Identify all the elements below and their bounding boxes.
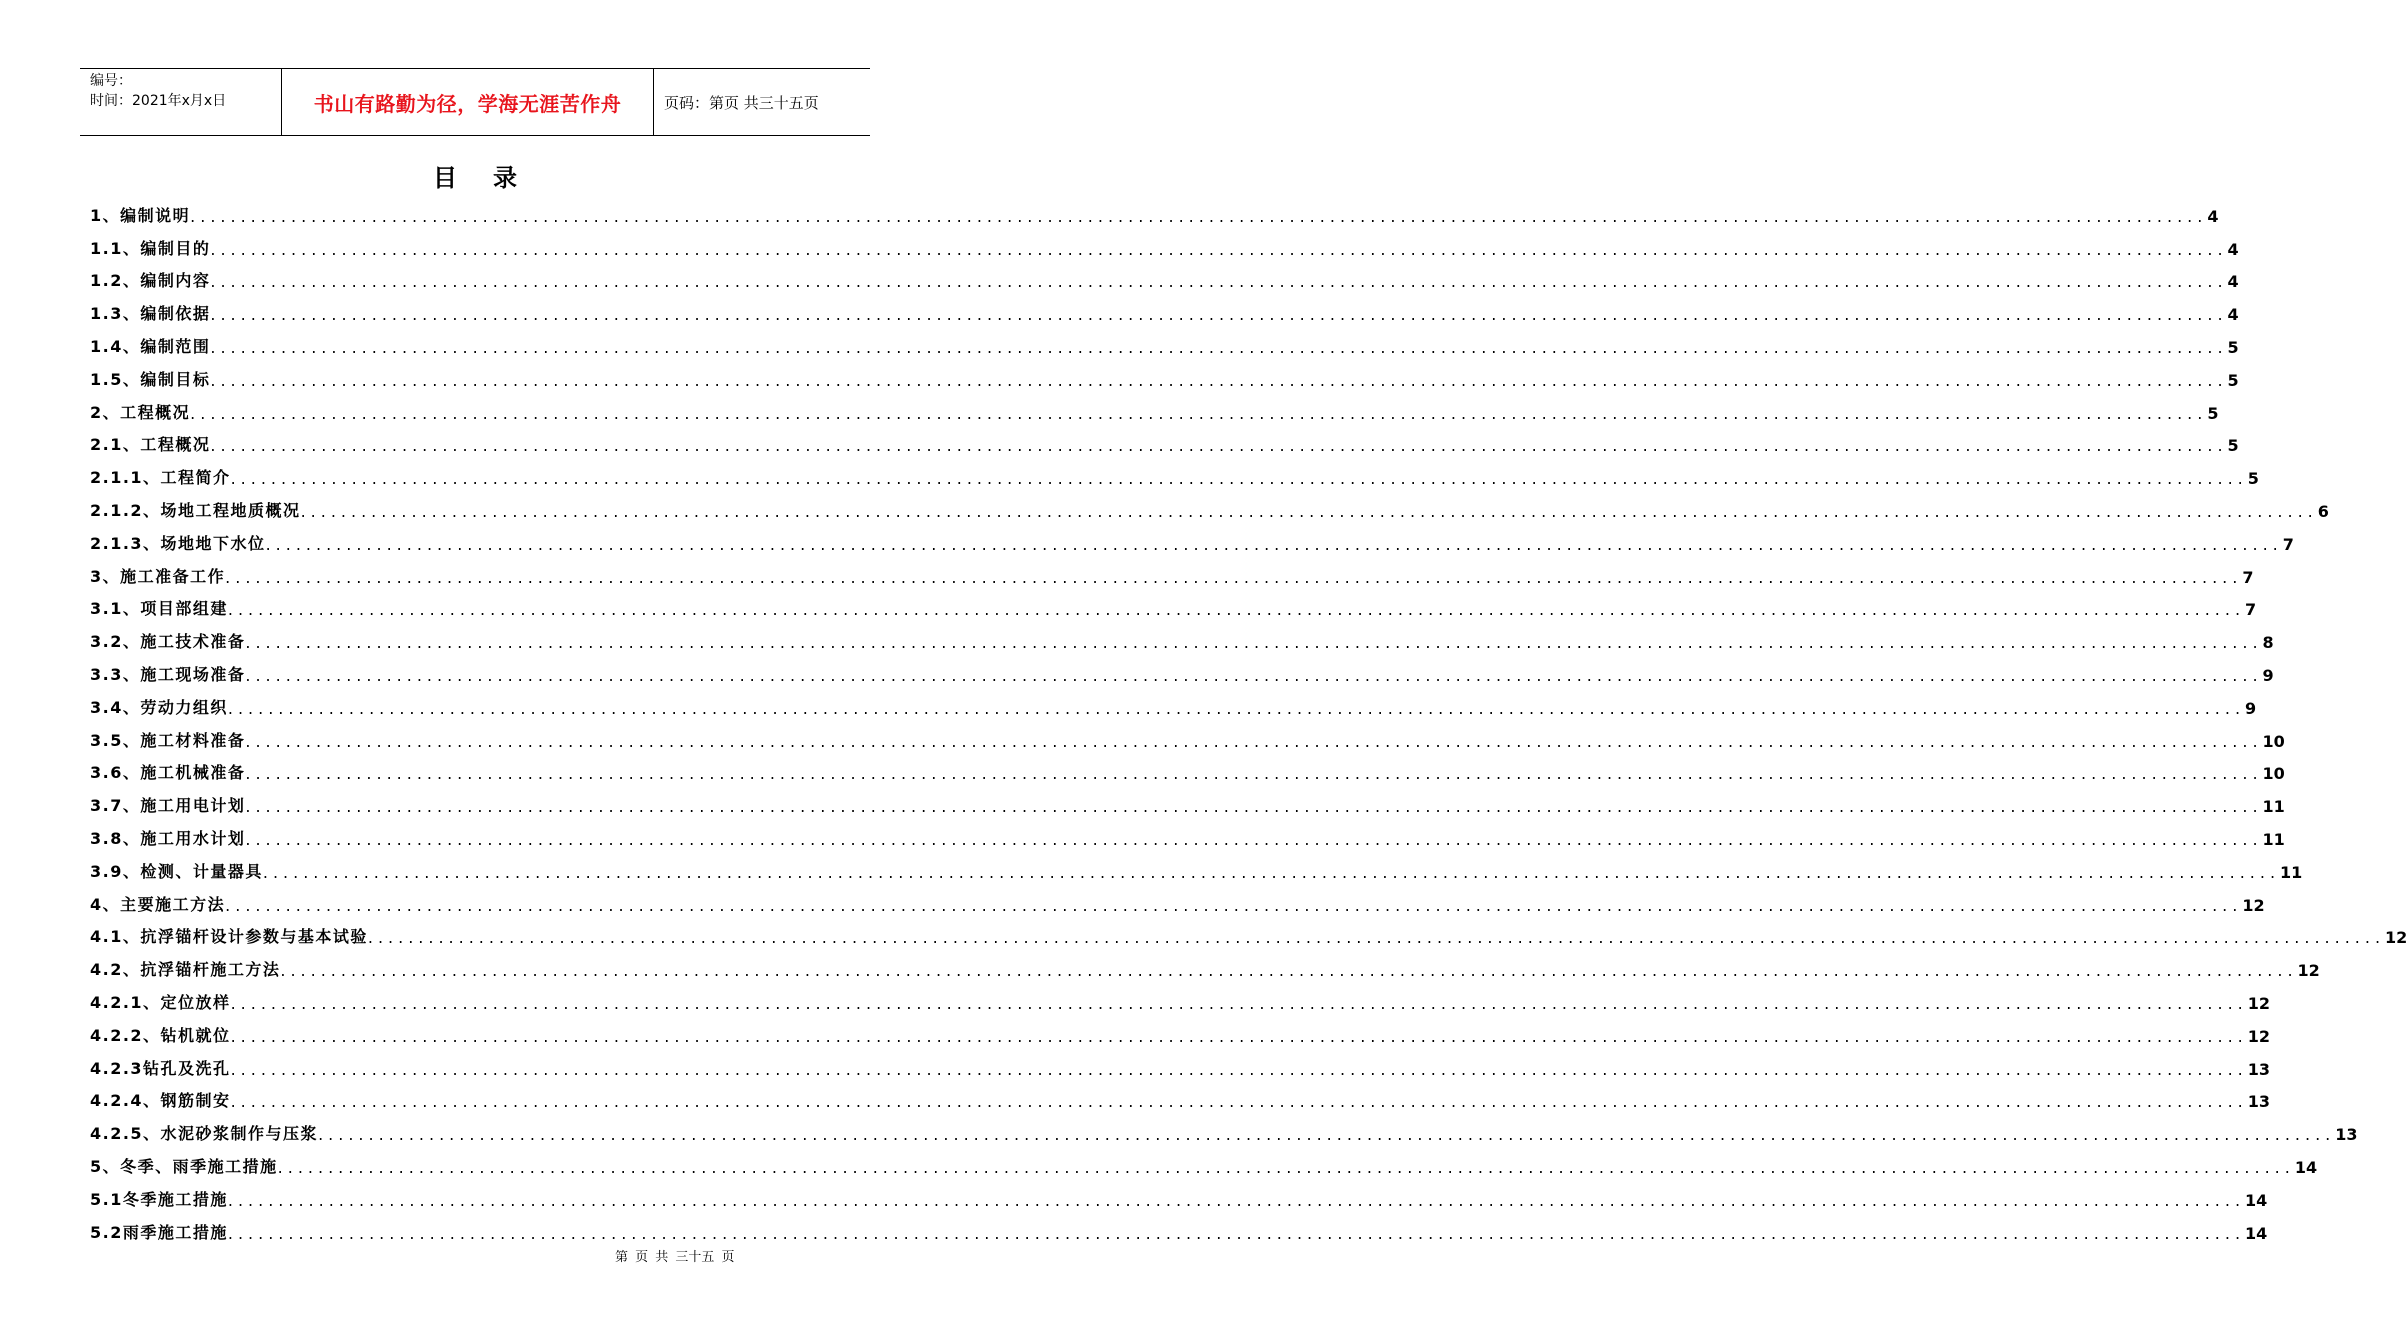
toc-entry-label: 2.1.1、工程简介: [90, 468, 231, 488]
toc-dot-leader: ........................................................................................................................................................................................................: [227, 1223, 2246, 1243]
toc-entry[interactable]: [90, 263, 2239, 296]
toc-entry[interactable]: [90, 886, 2265, 919]
toc-dot-leader: ........................................................................................................................................................................................................: [227, 698, 2246, 718]
toc-entry-page: 14: [2294, 1157, 2318, 1177]
toc-entry-label: 3.9、检测、计量器具: [90, 861, 263, 881]
toc-dot-leader: ........................................................................................................................................................................................................: [210, 436, 2228, 456]
toc-entry-label: 2、工程概况: [90, 402, 191, 422]
toc-entry[interactable]: [90, 197, 2219, 230]
toc-entry-page: 9: [2245, 698, 2257, 718]
toc-entry-label: 5、冬季、雨季施工措施: [90, 1156, 278, 1176]
toc-entry[interactable]: [90, 1050, 2271, 1083]
toc-entry-label: 4.1、抗浮锚杆设计参数与基本试验: [90, 927, 368, 947]
toc-dot-leader: ........................................................................................................................................................................................................: [277, 1157, 2295, 1177]
toc-dot-leader: ........................................................................................................................................................................................................: [318, 1125, 2336, 1145]
toc-entry-label: 1.1、编制目的: [90, 238, 211, 258]
header-page-number: 页码：第页 共三十五页: [664, 93, 819, 112]
toc-entry[interactable]: [90, 459, 2259, 492]
toc-dot-leader: ........................................................................................................................................................................................................: [210, 305, 2228, 325]
toc-entry-label: 4.2、抗浮锚杆施工方法: [90, 960, 281, 980]
toc-entry[interactable]: [90, 1115, 2358, 1148]
toc-entry-page: 13: [2335, 1125, 2358, 1145]
toc-dot-leader: ........................................................................................................................................................................................................: [367, 928, 2386, 948]
toc-entry[interactable]: [90, 951, 2320, 984]
toc-entry-page: 4: [2227, 239, 2239, 259]
toc-dot-leader: ........................................................................................................................................................................................................: [190, 206, 2208, 226]
toc-entry[interactable]: [90, 984, 2271, 1017]
toc-entry-page: 5: [2227, 337, 2239, 357]
toc-entry[interactable]: [90, 230, 2239, 263]
toc-entry-label: 3.4、劳动力组织: [90, 697, 228, 717]
toc-entry-label: 3.1、项目部组建: [90, 599, 228, 619]
toc-dot-leader: ........................................................................................................................................................................................................: [245, 764, 2263, 784]
toc-dot-leader: ........................................................................................................................................................................................................: [300, 501, 2318, 521]
toc-entry[interactable]: [90, 361, 2239, 394]
toc-entry[interactable]: [90, 492, 2329, 525]
toc-entry[interactable]: [90, 1083, 2271, 1116]
toc-entry[interactable]: [90, 722, 2285, 755]
toc-dot-leader: ........................................................................................................................................................................................................: [230, 993, 2248, 1013]
toc-dot-leader: ........................................................................................................................................................................................................: [245, 829, 2263, 849]
toc-entry-page: 4: [2207, 206, 2219, 226]
toc-entry-page: 4: [2227, 305, 2239, 325]
toc-dot-leader: ........................................................................................................................................................................................................: [265, 534, 2283, 554]
toc-entry[interactable]: [90, 820, 2285, 853]
toc-title: 目录: [433, 163, 553, 192]
toc-dot-leader: ........................................................................................................................................................................................................: [190, 403, 2208, 423]
toc-dot-leader: ........................................................................................................................................................................................................: [227, 600, 2246, 620]
toc-entry-label: 4.2.3钻孔及洗孔: [90, 1058, 231, 1078]
toc-entry-page: 12: [2297, 961, 2320, 981]
toc-entry[interactable]: [90, 1017, 2271, 1050]
toc-dot-leader: ........................................................................................................................................................................................................: [230, 1059, 2248, 1079]
toc-dot-leader: ........................................................................................................................................................................................................: [210, 272, 2228, 292]
toc-entry-label: 3.3、施工现场准备: [90, 664, 246, 684]
toc-entry-page: 5: [2227, 436, 2239, 456]
toc-entry-page: 13: [2247, 1092, 2271, 1112]
toc-entry-label: 4.2.2、钻机就位: [90, 1025, 231, 1045]
toc-dot-leader: ........................................................................................................................................................................................................: [225, 895, 2243, 915]
toc-dot-leader: ........................................................................................................................................................................................................: [262, 862, 2281, 882]
toc-entry-page: 7: [2282, 534, 2294, 554]
toc-entry-label: 3.7、施工用电计划: [90, 796, 246, 816]
toc-entry-label: 5.1冬季施工措施: [90, 1189, 228, 1209]
toc-entry-label: 4、主要施工方法: [90, 894, 226, 914]
toc-entry-label: 3.6、施工机械准备: [90, 763, 246, 783]
toc-entry-page: 11: [2262, 829, 2285, 849]
page-header: [80, 68, 870, 136]
toc-dot-leader: ........................................................................................................................................................................................................: [245, 665, 2263, 685]
toc-entry-page: 14: [2245, 1223, 2268, 1243]
toc-entry-page: 12: [2242, 895, 2265, 915]
toc-entry-page: 7: [2245, 600, 2257, 620]
header-meta: [80, 69, 282, 135]
toc-entry[interactable]: [90, 295, 2239, 328]
toc-entry[interactable]: [90, 623, 2274, 656]
toc-entry-page: 7: [2242, 567, 2254, 587]
toc-entry-page: 12: [2247, 993, 2271, 1013]
document-number: 编号：: [90, 73, 132, 89]
toc-entry-page: 6: [2317, 501, 2329, 521]
toc-entry[interactable]: [90, 755, 2285, 788]
toc-dot-leader: ........................................................................................................................................................................................................: [230, 1026, 2248, 1046]
toc-entry[interactable]: [90, 1181, 2268, 1214]
toc-entry-page: 13: [2247, 1059, 2271, 1079]
toc-entry-label: 3.5、施工材料准备: [90, 730, 246, 750]
toc-entry-label: 1.4、编制范围: [90, 336, 211, 356]
toc-entry-label: 4.2.1、定位放样: [90, 992, 231, 1012]
toc-entry-page: 10: [2262, 731, 2285, 751]
toc-entry[interactable]: [90, 558, 2254, 591]
toc-dot-leader: ........................................................................................................................................................................................................: [210, 370, 2228, 390]
toc-entry-label: 1.5、编制目标: [90, 369, 211, 389]
toc-entry-page: 11: [2262, 797, 2285, 817]
toc-dot-leader: ........................................................................................................................................................................................................: [230, 469, 2248, 489]
toc-entry[interactable]: [90, 394, 2219, 427]
toc-entry-label: 1、编制说明: [90, 205, 191, 225]
toc-entry[interactable]: [90, 427, 2239, 460]
toc-entry-page: 11: [2280, 862, 2303, 882]
toc-entry[interactable]: [90, 1214, 2268, 1247]
toc-entry-page: 5: [2207, 403, 2219, 423]
toc-entry-label: 1.3、编制依据: [90, 304, 211, 324]
toc-entry-page: 12: [2385, 928, 2407, 948]
toc-entry[interactable]: [90, 656, 2274, 689]
toc-dot-leader: ........................................................................................................................................................................................................: [245, 633, 2263, 653]
page-footer: 第 页 共 三十五 页: [615, 1250, 735, 1265]
toc-entry-page: 12: [2247, 1026, 2271, 1046]
toc-entry[interactable]: [90, 853, 2303, 886]
table-of-contents: [90, 197, 2407, 1247]
toc-entry-label: 2.1.2、场地工程地质概况: [90, 500, 301, 520]
toc-entry[interactable]: [90, 1148, 2318, 1181]
toc-entry-label: 3.2、施工技术准备: [90, 632, 246, 652]
toc-dot-leader: ........................................................................................................................................................................................................: [280, 961, 2298, 981]
toc-dot-leader: ........................................................................................................................................................................................................: [210, 337, 2228, 357]
toc-entry-page: 4: [2227, 272, 2239, 292]
toc-entry-page: 5: [2227, 370, 2239, 390]
toc-entry-page: 8: [2262, 633, 2274, 653]
toc-entry-page: 5: [2247, 469, 2259, 489]
toc-dot-leader: ........................................................................................................................................................................................................: [230, 1092, 2248, 1112]
toc-entry-label: 4.2.4、钢筋制安: [90, 1091, 231, 1111]
toc-entry-label: 5.2雨季施工措施: [90, 1222, 228, 1242]
toc-entry-label: 2.1、工程概况: [90, 435, 211, 455]
toc-entry-page: 9: [2262, 665, 2274, 685]
document-date: 时间：2021年x月x日: [90, 93, 227, 109]
toc-entry[interactable]: [90, 525, 2294, 558]
toc-entry[interactable]: [90, 919, 2407, 952]
toc-entry[interactable]: [90, 591, 2257, 624]
toc-dot-leader: ........................................................................................................................................................................................................: [227, 1190, 2246, 1210]
toc-entry-label: 3、施工准备工作: [90, 566, 226, 586]
toc-dot-leader: ........................................................................................................................................................................................................: [245, 797, 2263, 817]
toc-entry-page: 10: [2262, 764, 2285, 784]
toc-entry[interactable]: [90, 787, 2285, 820]
toc-entry[interactable]: [90, 689, 2257, 722]
toc-entry-page: 14: [2245, 1190, 2268, 1210]
toc-entry-label: 1.2、编制内容: [90, 271, 211, 291]
toc-entry-label: 2.1.3、场地地下水位: [90, 533, 266, 553]
toc-entry-label: 4.2.5、水泥砂浆制作与压浆: [90, 1124, 319, 1144]
toc-entry[interactable]: [90, 328, 2239, 361]
toc-dot-leader: ........................................................................................................................................................................................................: [245, 731, 2263, 751]
toc-entry-label: 3.8、施工用水计划: [90, 828, 246, 848]
toc-dot-leader: ........................................................................................................................................................................................................: [210, 239, 2228, 259]
header-motto: 书山有路勤为径，学海无涯苦作舟: [282, 69, 654, 135]
toc-dot-leader: ........................................................................................................................................................................................................: [225, 567, 2243, 587]
